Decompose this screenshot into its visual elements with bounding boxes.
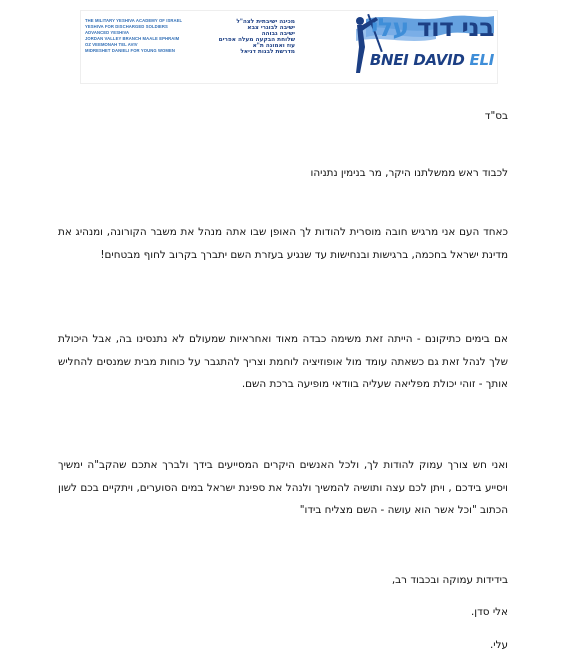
institution-row bbox=[85, 49, 295, 55]
paragraph-3: ואני חש צורך עמוק להודות לך, ולכל האנשים היקרים המסייעים בידך ולברך אתכם שהקב"ה ימשיך ויסייע בידכם , ויתן לכם עצה ותושיה להמשיך ולנהל את ספינת ישראל במים הסוערים, ויתקיים בכם לשון הכתוב "וכל אשר הוא עושה - השם מצליח בידו" bbox=[58, 459, 508, 516]
institution-hebrew: מכינה ישיבתית לצה"ל bbox=[236, 19, 295, 25]
institution-hebrew: ישיבה לבוגרי צבא bbox=[247, 25, 295, 32]
brand-hebrew-main: בני דוד bbox=[416, 13, 494, 42]
brand-english-eli: ELI bbox=[469, 51, 494, 69]
institution-hebrew: ישיבה גבוהה bbox=[261, 31, 295, 38]
institution-hebrew: עוז ואמונה ת"א bbox=[252, 43, 295, 50]
paragraph-1: כאחד העם אני מרגיש חובה מוסרית להודות לך האופן שבו אתה מנהל את משבר הקורונה, ומנהיג את מדינת ישראל בחכמה, ברגישות ובנחישות עד שנגיע בעזרת השם יתברך בקרוב לחוף מבטחים! bbox=[58, 226, 508, 261]
institution-english: YESHIVA FOR DISCHARGED SOLDIERS bbox=[85, 24, 168, 30]
signature-place: עלי. bbox=[489, 639, 508, 651]
institution-hebrew: מדרשת לבנות דניאל bbox=[240, 49, 295, 56]
signature-name: אלי סדן. bbox=[470, 606, 508, 618]
letterhead bbox=[80, 10, 498, 84]
brand-english-main: BNEI DAVID bbox=[369, 51, 465, 69]
institution-english: ADVANCED YESHIVA bbox=[85, 30, 130, 36]
brand-english bbox=[366, 51, 494, 69]
bsd-header: בס"ד bbox=[484, 110, 508, 122]
brand-hebrew-eli: עלי bbox=[371, 13, 409, 42]
institution-hebrew: שלוחת הבקעה מעלה אפרים bbox=[218, 37, 295, 44]
institution-english: MIDRESHET DANIELI FOR YOUNG WOMEN bbox=[85, 48, 175, 54]
bnei-david-logo bbox=[296, 13, 496, 81]
institutions-list bbox=[85, 19, 295, 79]
institution-english: OZ VEEMONAH TEL AVIV bbox=[85, 42, 138, 48]
salutation: לכבוד ראש ממשלתנו היקר, מר בנימין נתניהו bbox=[310, 167, 508, 179]
brand-hebrew bbox=[366, 13, 494, 42]
institution-english: JORDAN VALLEY BRANCH MAALE EPHRAIM bbox=[85, 36, 180, 42]
institution-english: THE MILITARY YESHIVA ACADEMY OF ISRAEL bbox=[85, 18, 183, 23]
closing: בידידות עמוקה ובכבוד רב, bbox=[391, 574, 508, 586]
paragraph-2: אם בימים כתיקונם - הייתה זאת משימה כבדה מאוד ואחראיות שמעולם לא נתנסינו בה, אבל היכולת שלך לנהל זאת גם כשאתה עומד מול אופוזיציה לוחמת וצריך להתגבר על כוחות מבית שמנסים להחליש אותך - זוהי יכולת מפליאה שעליה בוודאי מופיעה ברכת השם. bbox=[58, 333, 508, 390]
